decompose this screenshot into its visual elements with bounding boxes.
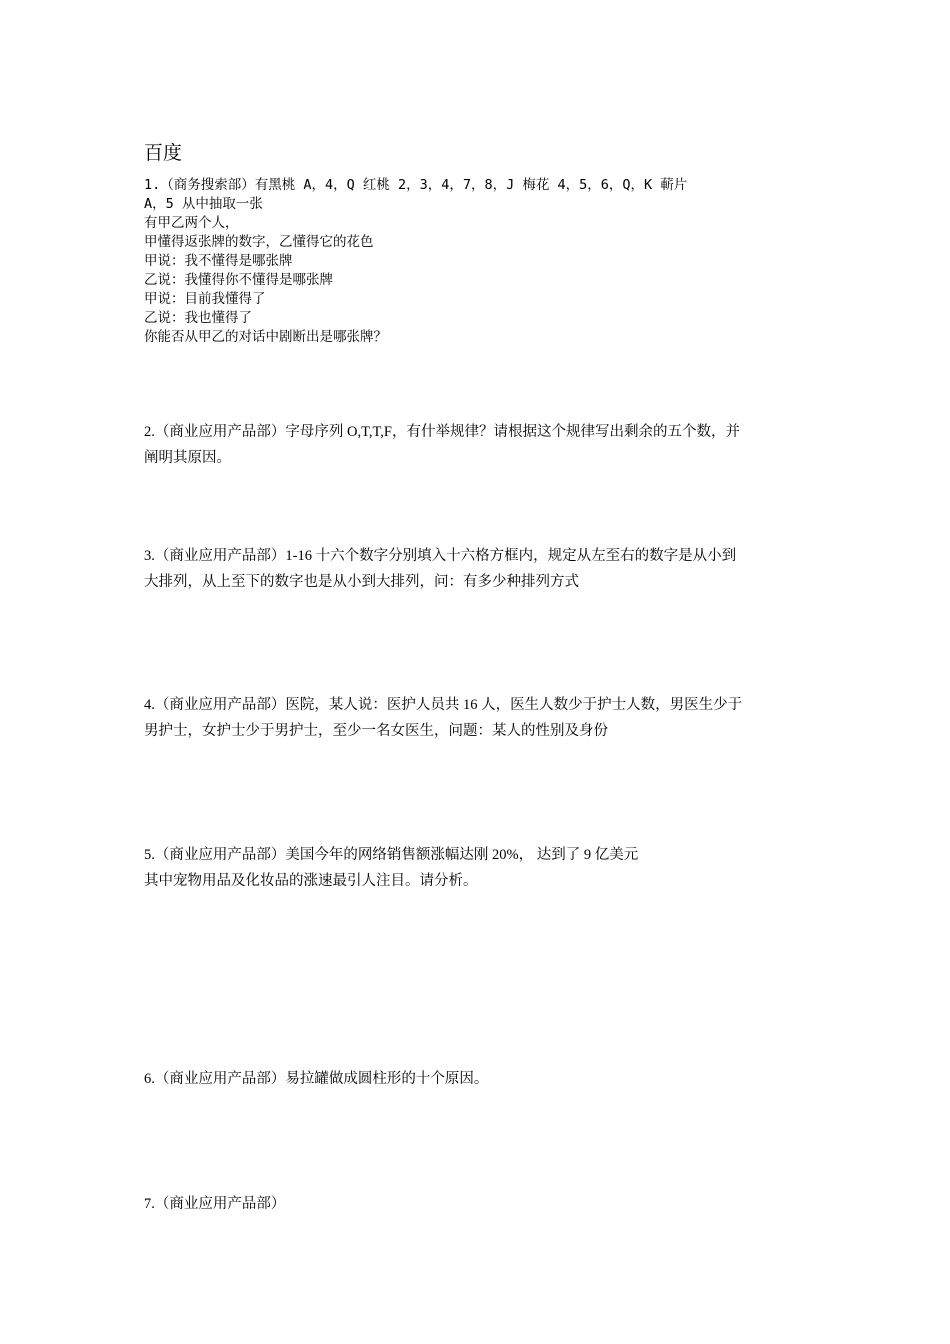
question-1-line: 乙说：我懂得你不懂得是哪张牌 (144, 272, 333, 288)
question-1 (144, 176, 824, 347)
question-6 (144, 1066, 814, 1092)
question-7-line: 7.（商业应用产品部） (144, 1196, 286, 1212)
question-6-line: 6.（商业应用产品部）易拉罐做成圆柱形的十个原因。 (144, 1071, 489, 1087)
question-5-line: 其中宠物用品及化妆品的涨速最引人注目。请分析。 (144, 873, 478, 889)
question-3-line: 大排列，从上至下的数字也是从小到大排列，问：有多少种排列方式 (144, 574, 579, 590)
question-1-line: 甲说：目前我懂得了 (144, 291, 266, 307)
question-3-line: 3.（商业应用产品部）1-16 十六个数字分别填入十六格方框内，规定从左至右的数字是从小到 (144, 548, 737, 564)
question-2-line: 2.（商业应用产品部）字母序列 O,T,T,F，有什举规律？请根据这个规律写出剩余的五个数，并 (144, 424, 740, 440)
question-5-line: 5.（商业应用产品部）美国今年的网络销售额涨幅达刚 20%， 达到了 9 亿美元 (144, 847, 639, 863)
question-1-line: 乙说：我也懂得了 (144, 310, 252, 326)
question-1-line: A，5 从中抽取一张 (144, 196, 263, 212)
question-7 (144, 1191, 814, 1217)
question-1-line: 甲说：我不懂得是哪张牌 (144, 253, 293, 269)
question-1-line: 1.（商务搜索部）有黑桃 A，4，Q 红桃 2，3，4，7，8，J 梅花 4，5，6，Q，K 蔪片 (144, 177, 688, 193)
question-2 (144, 419, 814, 471)
question-1-line: 有甲乙两个人， (144, 215, 239, 231)
question-1-line: 你能否从甲乙的对话中剧断出是哪张牌？ (144, 329, 387, 345)
question-5 (144, 842, 814, 894)
question-4-line: 男护士，女护士少于男护士，至少一名女医生，问题：某人的性别及身份 (144, 723, 608, 739)
question-2-line: 阐明其原因。 (144, 450, 231, 466)
question-1-line: 甲懂得返张牌的数字，乙懂得它的花色 (144, 234, 374, 250)
question-4 (144, 692, 814, 744)
question-4-line: 4.（商业应用产品部）医院，某人说：医护人员共 16 人，医生人数少于护士人数，男医生少于 (144, 697, 743, 713)
document-title: 百度 (144, 142, 183, 164)
question-3 (144, 543, 814, 595)
